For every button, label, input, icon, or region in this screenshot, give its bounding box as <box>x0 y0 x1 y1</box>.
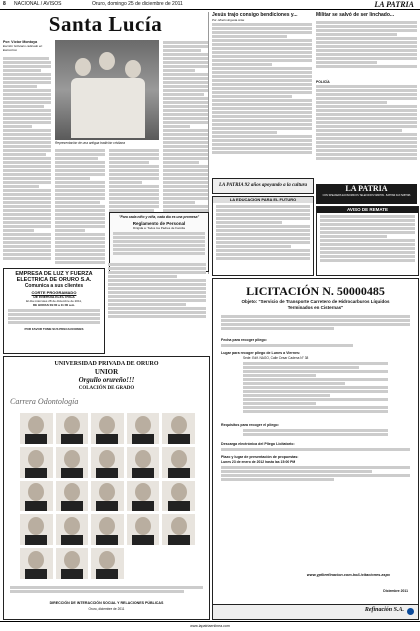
brand-logo-icon <box>407 608 414 615</box>
article-title: Santa Lucía <box>48 12 163 36</box>
tender-title: LICITACIÓN N. 50000485 <box>246 284 385 298</box>
university-short: UNIOR <box>94 368 119 376</box>
ad-footer: POR FAVOR TOME SUS PRECAUCIONES <box>24 327 84 331</box>
column-militar-title: Militar se salvó de ser linchado... <box>316 12 395 18</box>
tender-notice <box>212 278 419 620</box>
education-box <box>212 196 314 276</box>
university-headline: Orgullo orureño!!! <box>78 376 135 384</box>
article-author-note: Escritor boliviano radicado en Estocolmo <box>3 44 43 52</box>
ad-line1: El día miércoles 28 de diciembre de 2011, <box>26 299 82 303</box>
la-patria-ad-title: LA PATRIA <box>345 184 388 193</box>
photo-caption: Representación de una antigua tradición cristiana <box>55 141 125 145</box>
tender-plazo-line: Lunes 23 de enero de 2012 hasta las 15:00 PM <box>221 459 296 464</box>
tender-lugar: Lugar para recoger pliego de Lunes a Viernes: <box>221 351 301 355</box>
column-jesus-author: Por: Alberto Ergueta Arias <box>212 18 245 22</box>
column-jesus-title: Jesús trajo consigo bendiciones y... <box>212 12 298 18</box>
article-continued <box>108 262 206 332</box>
regulation-title: Reglamento de Personal <box>132 221 186 226</box>
tender-descarga: Descarga electrónica del Pliego Licitatorio: <box>221 441 295 446</box>
footer-website[interactable]: www.lapatriaenlinea.com <box>190 624 230 628</box>
anniversary-banner <box>212 178 314 194</box>
la-patria-ad-subtitle: CON SPEAKERS ECONOMICOS TELEFONOS 5280799 - 5287990 FAX 5287996 <box>322 194 411 197</box>
masthead-logo: LA PATRIA <box>374 0 414 9</box>
university-ad <box>3 356 210 620</box>
university-subheadline: COLACIÓN DE GRADO <box>78 386 135 391</box>
regulation-quote: "Para cada niño y niña, cada día es una promesa" <box>118 215 200 219</box>
auction-notice <box>316 206 419 276</box>
column-jesus <box>212 12 312 177</box>
tender-requisitos: Requisitos para recoger el pliego: <box>221 422 279 427</box>
ad-date-line: DE ENERGIA ELECTRICA <box>33 295 75 299</box>
main-article <box>3 12 209 274</box>
tender-date: Diciembre 2011 <box>383 589 408 593</box>
anniversary-banner-text: LA PATRIA 92 años apoyando a la cultura <box>218 183 308 188</box>
regulation-subtitle: Dirigida a: Todos los Padres de Familia <box>133 226 185 230</box>
tender-footer-band <box>213 604 418 619</box>
article-author: Por: Víctor Montoya <box>3 40 38 44</box>
column-militar-subtitle: POLICÍA <box>316 80 330 84</box>
university-footer: DIRECCIÓN DE INTERACCIÓN SOCIAL Y RELACIONES PÚBLICAS <box>49 601 164 605</box>
tender-website[interactable]: www.ypfbrefinacion.com.bo/Licitaciones.aspx <box>306 573 390 577</box>
graduates-grid <box>20 413 195 579</box>
career-title: Carrera Odontología <box>10 397 79 406</box>
tender-objeto: Objeto: "Servicio de Transporte Carretero de Hidrocarburos Líquidos Terminados en Cisternas" <box>241 299 390 310</box>
tender-fecha: Fecha para recoger pliego: <box>221 338 267 342</box>
header-date: Oruro, domingo 25 de diciembre de 2011 <box>92 1 183 7</box>
section-label: NACIONAL / AVISOS <box>14 1 62 7</box>
article-photo <box>55 40 159 140</box>
article-body-col1 <box>3 56 51 266</box>
la-patria-ad <box>316 184 417 204</box>
tender-sede: Sede: Edif. NAGO, Calle Cesar Cadena N° 38 <box>243 356 309 360</box>
page-number: 8 <box>3 1 6 7</box>
article-body-col2 <box>55 148 105 266</box>
ad-company-title: EMPRESA DE LUZ Y FUERZA ELECTRICA DE ORURO S.A. <box>15 271 93 283</box>
ad-heading: CORTE PROGRAMADO <box>31 290 77 295</box>
university-name: UNIVERSIDAD PRIVADA DE ORURO <box>54 361 159 367</box>
tender-plazo: Plazo y lugar de presentación de propuestas: <box>221 454 299 459</box>
column-militar <box>316 12 417 182</box>
ad-company-subtitle: Comunica a sus clientes <box>24 283 84 289</box>
university-footer-date: Oruro, diciembre de 2011 <box>88 607 125 611</box>
ad-line2: DE HORAS 09:00 a 11:00 a.m. <box>32 303 76 307</box>
electric-company-ad <box>3 268 105 354</box>
page-header <box>0 0 420 10</box>
education-title: LA EDUCACION PARA EL FUTURO <box>213 197 313 203</box>
auction-title: AVISO DE REMATE <box>317 207 418 213</box>
tender-brand: Refinación S.A. <box>364 607 404 613</box>
